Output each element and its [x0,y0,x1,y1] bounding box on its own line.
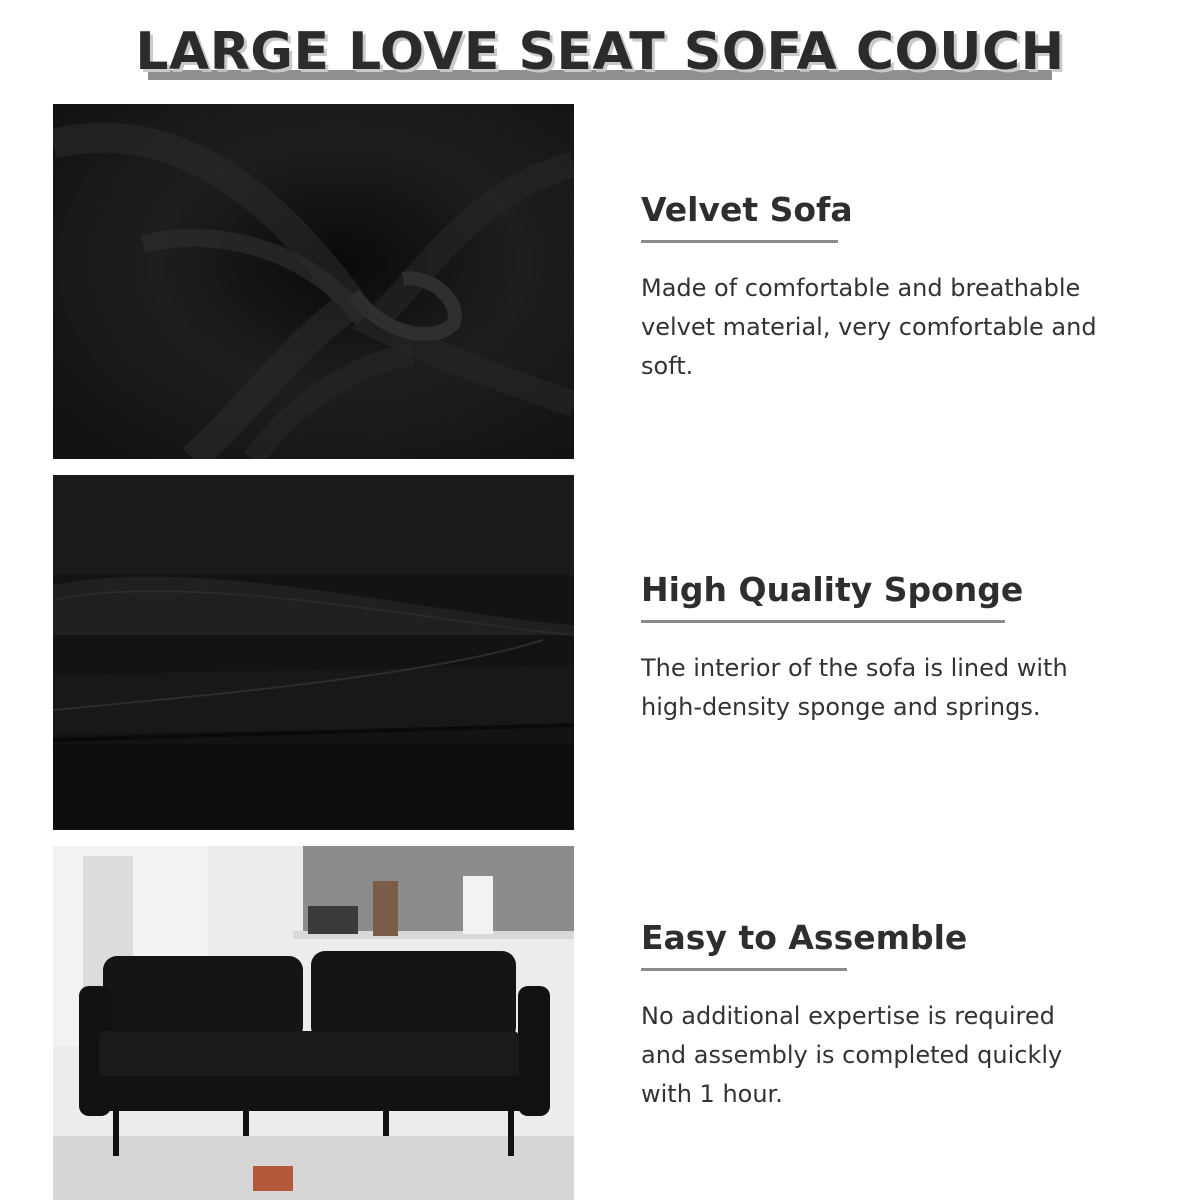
feature-description: No additional expertise is required and assembly is completed quickly with 1 hour. [641,1002,1063,1108]
feature-divider [641,620,1005,623]
cushion-image [53,475,574,830]
feature-velvet-sofa [641,190,1161,386]
feature-title: Easy to Assemble [641,918,968,957]
feature-divider [641,240,838,243]
page-title: LARGE LOVE SEAT SOFA COUCH [135,22,1065,82]
feature-title: High Quality Sponge [641,570,1024,609]
feature-title: Velvet Sofa [641,190,853,229]
feature-divider [641,968,847,971]
feature-description: The interior of the sofa is lined with high-density sponge and springs. [641,654,1068,721]
feature-description: Made of comfortable and breathable velvet material, very comfortable and soft. [641,274,1097,380]
seat-cushion-photo [53,475,574,830]
feature-high-quality-sponge [641,570,1161,727]
velvet-swirl-image [53,104,574,459]
velvet-fabric-photo [53,104,574,459]
sofa-scene-image [53,846,574,1200]
sofa-room-photo [53,846,574,1200]
feature-easy-to-assemble [641,918,1161,1114]
